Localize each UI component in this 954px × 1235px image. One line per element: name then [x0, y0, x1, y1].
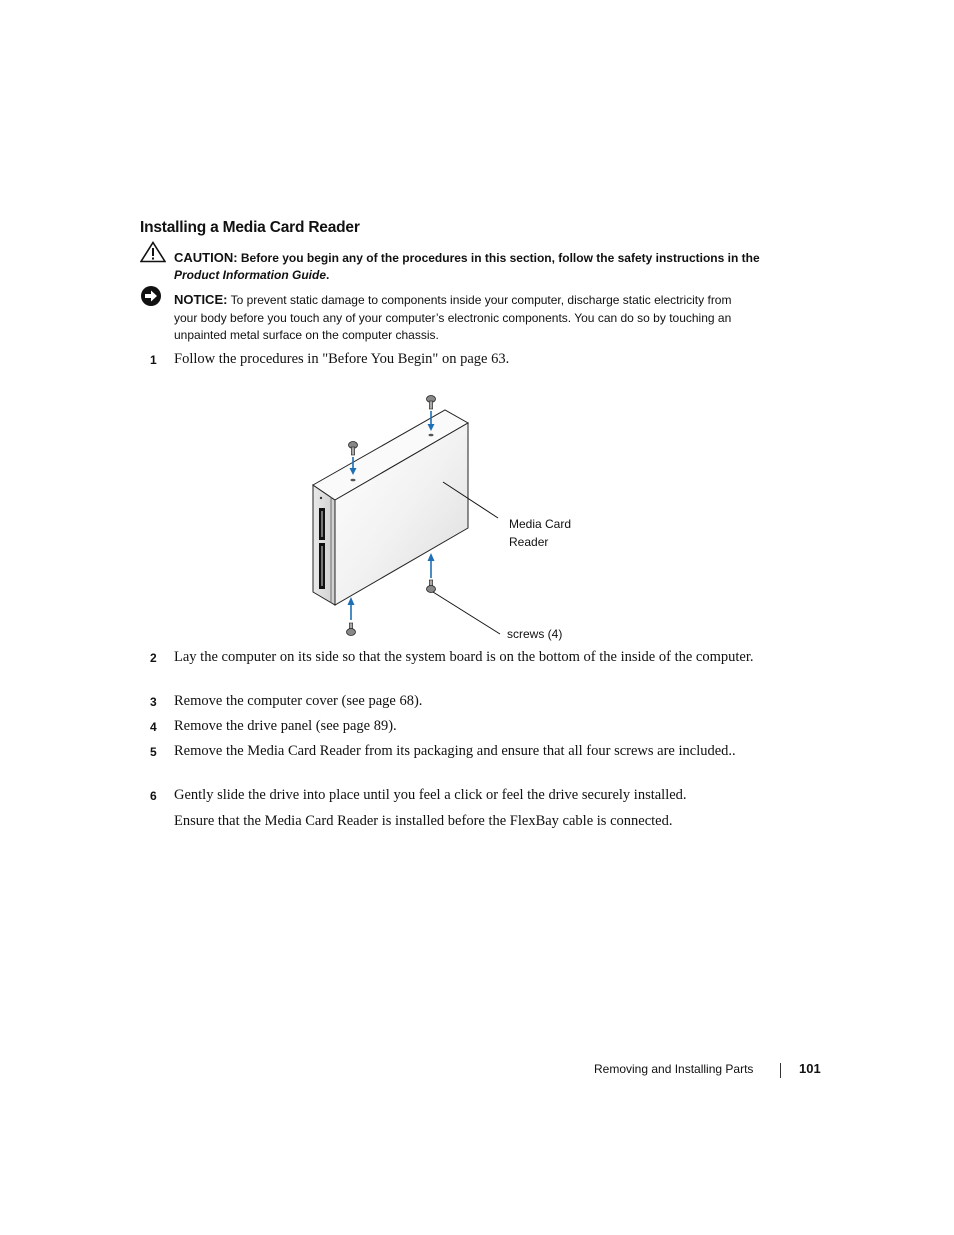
footer-divider — [780, 1063, 781, 1078]
page-number: 101 — [799, 1061, 821, 1076]
caution-guide-title: Product Information Guide — [174, 268, 326, 282]
reader-body — [313, 410, 468, 605]
step-number: 2 — [150, 651, 157, 665]
step-number: 1 — [150, 353, 157, 367]
step-text: Remove the Media Card Reader from its packaging and ensure that all four screws are included.. — [174, 743, 736, 759]
screws-label: screws (4) — [507, 627, 563, 641]
step-text: Follow the procedures in "Before You Begin" on page 63. — [174, 351, 510, 367]
caution-icon — [140, 241, 166, 268]
section-title: Installing a Media Card Reader — [140, 219, 360, 236]
step-number: 4 — [150, 720, 157, 734]
notice-label: NOTICE: — [174, 292, 228, 307]
notice-text: To prevent static damage to components inside your computer, discharge static electricity from your body before you touch any of your computer’s electronic components. You can do so by touching an unpainted metal surface on the computer chassis. — [174, 293, 732, 342]
step-text: Remove the drive panel (see page 89). — [174, 718, 397, 734]
screw-bottom-left — [347, 623, 356, 636]
step-number: 5 — [150, 745, 157, 759]
notice-icon — [140, 285, 162, 312]
step-text: Remove the computer cover (see page 68). — [174, 693, 423, 709]
step-number: 3 — [150, 695, 157, 709]
step-text: Lay the computer on its side so that the system board is on the bottom of the inside of the computer. — [174, 649, 754, 665]
reader-label — [509, 515, 571, 551]
screws-callout-line — [433, 592, 500, 634]
caution-text: Before you begin any of the procedures in this section, follow the safety instructions in the — [240, 251, 760, 265]
reader-label-line2: Reader — [509, 535, 549, 549]
caution-end: . — [326, 268, 330, 282]
caution-label: CAUTION: — [174, 250, 238, 265]
step-6-note: Ensure that the Media Card Reader is installed before the FlexBay cable is connected. — [174, 813, 673, 829]
footer-section-title: Removing and Installing Parts — [594, 1062, 754, 1076]
step-number: 6 — [150, 789, 157, 803]
step-text: Gently slide the drive into place until you feel a click or feel the drive securely installed. — [174, 787, 687, 803]
reader-label-line1: Media Card — [509, 517, 572, 531]
notice-note — [174, 291, 754, 345]
caution-note — [174, 249, 774, 284]
screw-bottom-right — [427, 580, 436, 593]
